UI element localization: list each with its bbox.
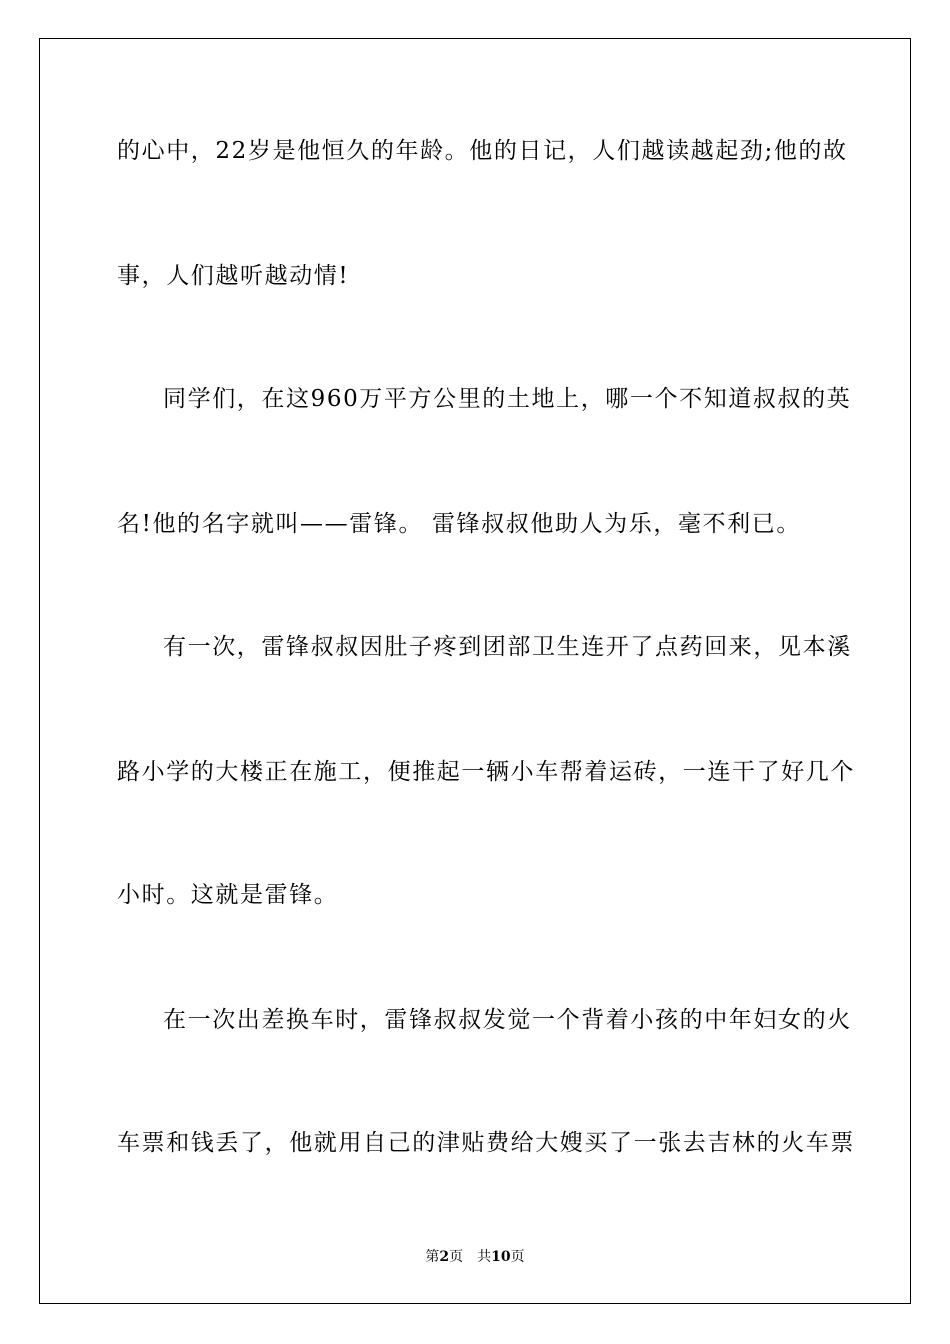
- footer-total-pages: 10: [491, 1249, 511, 1265]
- footer-total-prefix: 共: [477, 1249, 492, 1265]
- body-line-2: 事，人们越听越动情!: [117, 263, 350, 289]
- footer-page-prefix: 第: [425, 1249, 440, 1265]
- body-line-8: 在一次出差换车时，雷锋叔叔发觉一个背着小孩的中年妇女的火: [163, 1007, 852, 1033]
- page-footer: [0, 1247, 950, 1267]
- body-line-6: 路小学的大楼正在施工，便推起一辆小车帮着运砖，一连干了好几个: [117, 759, 855, 785]
- body-line-9: 车票和钱丢了，他就用自己的津贴费给大嫂买了一张去吉林的火车票: [117, 1130, 855, 1156]
- body-line-5: 有一次，雷锋叔叔因肚子疼到团部卫生连开了点药回来，见本溪: [163, 634, 852, 660]
- body-line-7: 小时。这就是雷锋。: [117, 882, 339, 908]
- page-border: [39, 38, 911, 1304]
- footer-total-suffix: 页: [510, 1249, 525, 1265]
- body-line-1: 的心中，22岁是他恒久的年龄。他的日记，人们越读越起劲;他的故: [117, 138, 848, 164]
- footer-page-number: 2: [439, 1249, 450, 1265]
- body-line-3: 同学们，在这960万平方公里的土地上，哪一个不知道叔叔的英: [163, 386, 852, 412]
- body-line-4: 名!他的名字就叫——雷锋。 雷锋叔叔他助人为乐，毫不利已。: [117, 511, 801, 537]
- footer-page-suffix: 页: [449, 1249, 464, 1265]
